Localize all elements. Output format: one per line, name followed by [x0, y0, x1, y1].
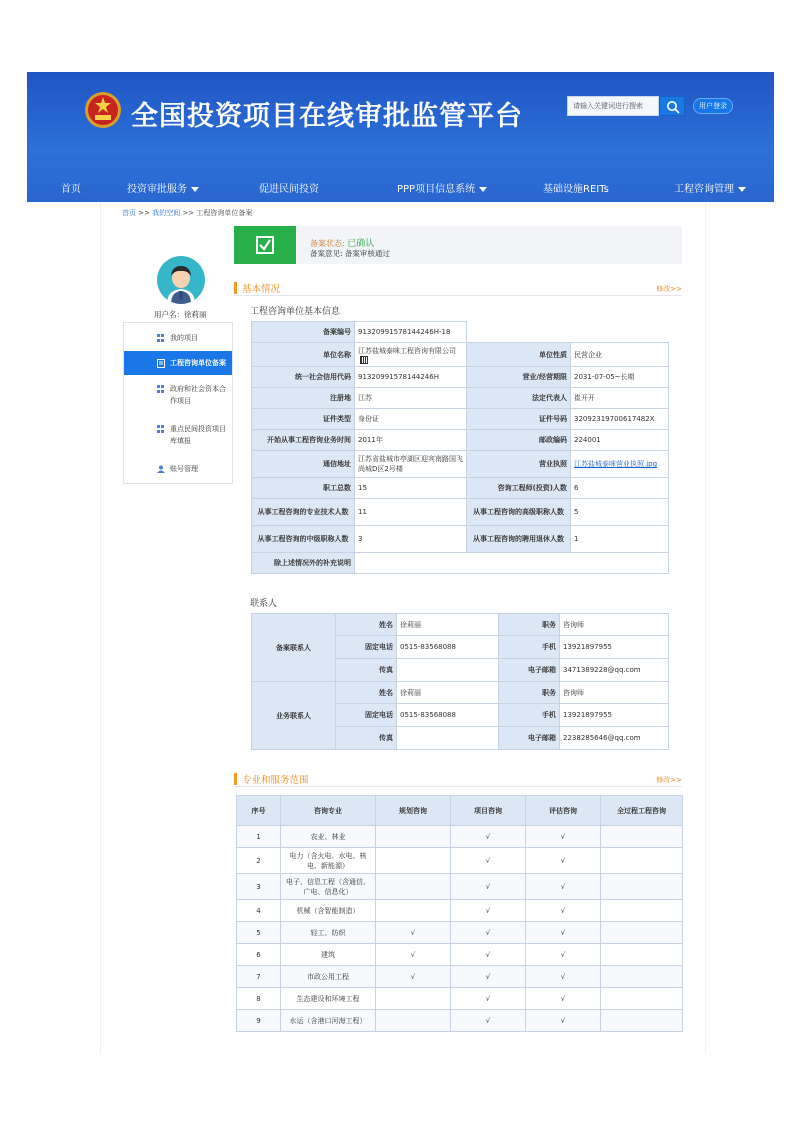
table-row: 证件类型 身份证 证件号码 320923197006174​82X: [252, 409, 669, 430]
unit-nature: 民营企业: [571, 343, 669, 367]
account-icon: [157, 465, 165, 473]
edit-services-link[interactable]: 修改>>: [656, 776, 682, 784]
service-cell: 轻工、纺织: [281, 922, 376, 944]
basic-info-table: [251, 321, 669, 574]
grid-icon: [157, 385, 165, 393]
login-button[interactable]: 用户登录: [693, 98, 733, 114]
nav-ppp[interactable]: PPP项目信息系统: [397, 180, 487, 195]
table-row: 备案联系人 姓名 徐莉丽 职务 咨询师: [252, 614, 669, 636]
status-icon-block: [234, 226, 296, 264]
contact-group: 业务联系人: [252, 682, 336, 750]
service-cell: [601, 988, 683, 1010]
service-cell: √: [526, 922, 601, 944]
service-cell: 3: [237, 874, 281, 900]
service-cell: √: [526, 900, 601, 922]
table-row: 职工总数 15 咨询工程师(投资)人数 6: [252, 478, 669, 499]
service-cell: [376, 988, 451, 1010]
service-cell: √: [526, 988, 601, 1010]
contact-fax: [397, 727, 499, 750]
unit-name: 江苏盐城泰咪工程咨询有限公司: [358, 346, 456, 355]
legal-representative: 崔开开: [571, 388, 669, 409]
nav-consulting-management[interactable]: 工程咨询管理: [674, 180, 746, 195]
table-row: 固定电话 0515-83568088 手机 13921897955: [252, 636, 669, 659]
edit-basic-link[interactable]: 修改>>: [656, 285, 682, 293]
supplement-note: [355, 553, 669, 574]
service-cell: [376, 874, 451, 900]
contact-post: 咨询师: [560, 614, 669, 636]
service-cell: 7: [237, 966, 281, 988]
table-row: 注册地 江苏 法定代表人 崔开开: [252, 388, 669, 409]
contacts-title: 联系人: [250, 599, 278, 609]
section-basic-info: [234, 280, 682, 296]
staff-total: 15: [355, 478, 467, 499]
section-title: 专业和服务范围: [242, 775, 309, 786]
service-cell: 电子、信息工程（含通信、广电、信息化）: [281, 874, 376, 900]
grid-icon: [157, 425, 165, 433]
sidebar-item-my-projects[interactable]: 我的项目: [124, 329, 232, 347]
table-row: 传真 电子邮箱 2238285646@qq.com: [252, 727, 669, 750]
nav-home[interactable]: 首页: [61, 184, 81, 195]
service-cell: √: [526, 966, 601, 988]
record-status-banner: [234, 226, 682, 264]
table-row: [237, 944, 683, 966]
contact-mobile: 13921897955: [560, 636, 669, 659]
service-cell: [601, 1010, 683, 1032]
certificate-type: 身份证: [355, 409, 467, 430]
sidebar-item-ppp[interactable]: 政府和社会资本合作项目: [124, 381, 232, 409]
table-row: 传真 电子邮箱 3471389228@qq.com: [252, 659, 669, 682]
service-cell: √: [451, 944, 526, 966]
service-cell: [601, 874, 683, 900]
service-cell: √: [526, 848, 601, 874]
service-cell: √: [451, 874, 526, 900]
service-cell: [601, 944, 683, 966]
table-row: [237, 874, 683, 900]
table-row: [237, 848, 683, 874]
nav-private-investment[interactable]: 促进民间投资: [259, 184, 319, 195]
main-nav: [27, 176, 774, 198]
mid-title-count: 3: [355, 526, 467, 553]
national-emblem-icon: [83, 90, 123, 130]
service-cell: [601, 900, 683, 922]
contact-email: 3471389228@qq.com: [560, 659, 669, 682]
table-row: 业务联系人 姓名 徐莉丽 职务 咨询师: [252, 682, 669, 704]
sidebar-menu: [123, 322, 233, 484]
service-cell: 8: [237, 988, 281, 1010]
table-row: 开始从事工程咨询业务时间 2011年 邮政编码 224001: [252, 430, 669, 451]
service-cell: √: [451, 1010, 526, 1032]
breadcrumb-my-space[interactable]: 我的空间: [152, 209, 181, 217]
nav-reits[interactable]: 基础设施REITs: [543, 184, 609, 195]
table-row: 备案编号 91320991578144246H-18: [252, 322, 669, 343]
service-cell: 4: [237, 900, 281, 922]
engineer-count: 6: [571, 478, 669, 499]
user-avatar-icon: [157, 256, 205, 304]
service-cell: 水运（含港口河海工程）: [281, 1010, 376, 1032]
service-cell: [601, 826, 683, 848]
service-cell: 1: [237, 826, 281, 848]
service-cell: [601, 922, 683, 944]
sidebar-item-consulting-record[interactable]: 工程咨询单位备案: [124, 351, 232, 375]
service-cell: [601, 848, 683, 874]
table-row: 除上述情况外的补充说明: [252, 553, 669, 574]
section-title: 基本情况: [242, 284, 281, 295]
search-icon: [666, 100, 680, 114]
table-row: 从事工程咨询的专业技术人数 11 从事工程咨询的高级职称人数 5: [252, 499, 669, 526]
service-cell: [601, 966, 683, 988]
service-cell: √: [451, 848, 526, 874]
service-cell: 5: [237, 922, 281, 944]
business-term: 2031-07-05~长期: [571, 367, 669, 388]
registration-place: 江苏: [355, 388, 467, 409]
service-cell: 6: [237, 944, 281, 966]
section-services: [234, 771, 682, 787]
table-row: [237, 922, 683, 944]
service-cell: 2: [237, 848, 281, 874]
contact-name: 徐莉丽: [397, 614, 499, 636]
retired-count: 1: [571, 526, 669, 553]
search-input[interactable]: 请输入关键词进行搜索: [567, 96, 659, 116]
service-cell: √: [526, 874, 601, 900]
record-number: 91320991578144246H-18: [355, 322, 467, 343]
grid-icon: [157, 334, 165, 342]
sidebar-item-private-investment[interactable]: 重点民间投资项目库填报: [124, 421, 232, 449]
contact-group: 备案联系人: [252, 614, 336, 682]
opinion-label: 备案意见:: [310, 249, 343, 258]
contact-mobile: 13921897955: [560, 704, 669, 727]
basic-info-subtitle: 工程咨询单位基本信息: [250, 307, 341, 317]
service-cell: 生态建设和环境工程: [281, 988, 376, 1010]
status-value: 已确认: [347, 239, 375, 249]
breadcrumb: 首页 >> 我的空间 >> 工程咨询单位备案: [122, 209, 253, 217]
postcode: 224001: [571, 430, 669, 451]
document-icon: [157, 359, 165, 367]
mailing-address: 江苏省盐城市亭湖区迎宾南路国飞尚城D区2号楼: [355, 451, 467, 478]
service-cell: [376, 1010, 451, 1032]
table-row: 从事工程咨询的中级职称人数 3 从事工程咨询的聘用退休人数 1: [252, 526, 669, 553]
contact-phone: 0515-83568088: [397, 636, 499, 659]
chevron-down-icon: [191, 187, 199, 192]
user-name: 用户名：徐莉丽: [154, 310, 207, 319]
contact-post: 咨询师: [560, 682, 669, 704]
site-title: 全国投资项目在线审批监管平台: [131, 101, 523, 132]
table-row: [237, 900, 683, 922]
chevron-down-icon: [738, 187, 746, 192]
check-icon: [256, 236, 274, 254]
service-cell: √: [526, 826, 601, 848]
status-label: 备案状态:: [310, 239, 345, 248]
contacts-table: [251, 613, 669, 750]
contact-name: 徐莉丽: [397, 682, 499, 704]
table-row: 单位名称 江苏盐城泰咪工程咨询有限公司 单位性质 民营企业: [252, 343, 669, 367]
service-cell: 机械（含智能制造）: [281, 900, 376, 922]
contact-email: 2238285646@qq.com: [560, 727, 669, 750]
service-cell: 建筑: [281, 944, 376, 966]
opinion-value: 备案审核通过: [344, 249, 390, 258]
service-cell: √: [526, 944, 601, 966]
service-cell: 市政公用工程: [281, 966, 376, 988]
service-cell: [376, 900, 451, 922]
contact-phone: 0515-83568088: [397, 704, 499, 727]
avatar: [157, 256, 205, 304]
service-cell: [376, 826, 451, 848]
site-header: [27, 72, 774, 202]
service-cell: √: [451, 988, 526, 1010]
service-cell: √: [526, 1010, 601, 1032]
certificate-number: 320923197006174​82X: [571, 409, 669, 430]
credit-code: 91320991578144246H: [355, 367, 467, 388]
senior-title-count: 5: [571, 499, 669, 526]
business-license-link[interactable]: 江苏盐城泰咪营业执照.jpg: [574, 460, 658, 468]
sidebar-item-account[interactable]: 账号管理: [124, 461, 232, 477]
table-row: [237, 1010, 683, 1032]
contact-fax: [397, 659, 499, 682]
service-cell: √: [376, 944, 451, 966]
table-header-row: 序号 咨询专业 规划咨询 项目咨询 评估咨询 全过程工程咨询: [237, 796, 683, 826]
service-cell: √: [451, 826, 526, 848]
business-start-time: 2011年: [355, 430, 467, 451]
breadcrumb-home[interactable]: 首页: [122, 209, 136, 217]
service-cell: 9: [237, 1010, 281, 1032]
technical-staff-count: 11: [355, 499, 467, 526]
table-row: [237, 966, 683, 988]
table-row: [237, 988, 683, 1010]
nav-investment-approval[interactable]: 投资审批服务: [127, 180, 199, 195]
service-cell: √: [376, 922, 451, 944]
service-cell: √: [451, 966, 526, 988]
service-cell: √: [376, 966, 451, 988]
breadcrumb-current: 工程咨询单位备案: [196, 209, 253, 217]
service-cell: 农业、林业: [281, 826, 376, 848]
service-cell: √: [451, 900, 526, 922]
search-button[interactable]: [659, 96, 685, 116]
table-row: 通信地址 江苏省盐城市亭湖区迎宾南路国飞尚城D区2号楼 营业执照 江苏盐城泰咪营业执照.jpg: [252, 451, 669, 478]
chevron-down-icon: [479, 187, 487, 192]
table-row: 统一社会信用代码 91320991578144246H 营业/经营期限 2031-07-05~长期: [252, 367, 669, 388]
service-cell: 电力（含火电、水电、核电、新能源）: [281, 848, 376, 874]
service-cell: [376, 848, 451, 874]
table-row: [237, 826, 683, 848]
qr-code-icon[interactable]: [360, 356, 368, 364]
services-table: [236, 795, 683, 1032]
service-cell: √: [451, 922, 526, 944]
table-row: 固定电话 0515-83568088 手机 13921897955: [252, 704, 669, 727]
